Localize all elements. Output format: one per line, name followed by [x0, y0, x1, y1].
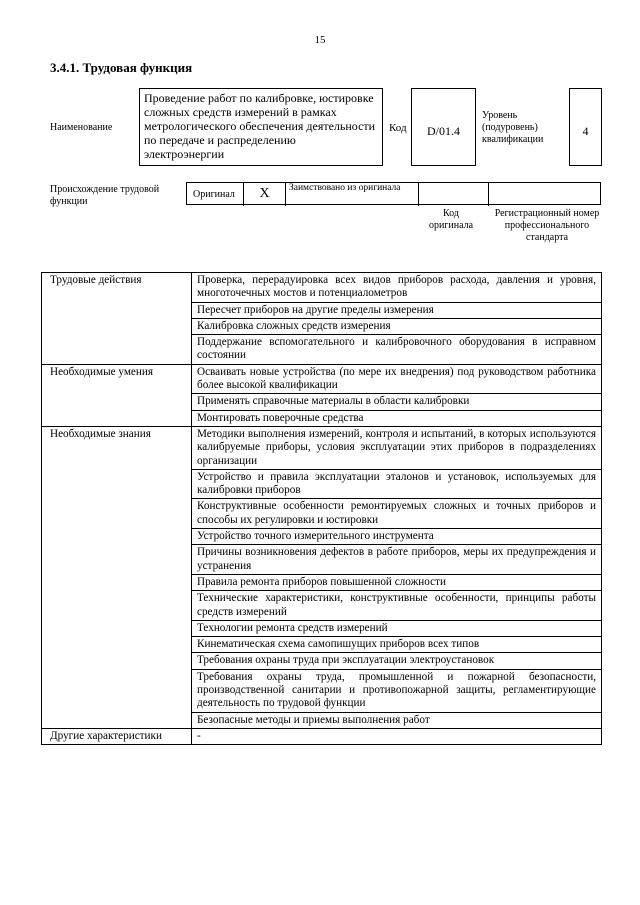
list-item: Устройство и правила эксплуатации эталонов и установок, используемых для калибровки приборов — [192, 469, 602, 499]
list-item: Безопасные методы и приемы выполнения работ — [192, 712, 602, 728]
code-value: D/01.4 — [427, 124, 460, 138]
labor-actions-label: Трудовые действия — [42, 273, 192, 365]
original-mark: X — [259, 186, 270, 201]
code-caption: Код оригинала — [428, 208, 474, 231]
list-item: Конструктивные особенности ремонтируемых сложных и точных приборов и способы их регулировки и юстировки — [192, 499, 602, 529]
required-skills-label: Необходимые умения — [42, 364, 192, 426]
table-row — [42, 728, 602, 744]
list-item: Технологии ремонта средств измерений — [192, 620, 602, 636]
competency-table — [41, 272, 602, 745]
table-row — [42, 426, 602, 469]
level-box — [569, 88, 602, 166]
section-title: 3.4.1. Трудовая функция — [50, 60, 193, 75]
table-row — [42, 273, 602, 303]
level-label: Уровень (подуровень) квалификации — [482, 110, 544, 145]
original-code-cell — [419, 183, 489, 206]
list-item: Поддержание вспомогательного и калибровочного оборудования в исправном состоянии — [192, 335, 602, 365]
required-knowledge-label: Необходимые знания — [42, 426, 192, 728]
list-item: Пересчет приборов на другие пределы измерения — [192, 302, 602, 318]
other-characteristics-label: Другие характеристики — [42, 728, 192, 744]
code-label: Код — [389, 122, 407, 134]
name-label: Наименование — [50, 122, 113, 133]
list-item: Монтировать поверочные средства — [192, 410, 602, 426]
list-item: Устройство точного измерительного инструмента — [192, 529, 602, 545]
code-box — [411, 88, 476, 166]
list-item: Осваивать новые устройства (по мере их внедрения) под руководством работника более высокой квалификации — [192, 364, 602, 394]
borrowed-label-cell — [286, 183, 419, 206]
reg-caption: Регистрационный номер профессионального стандарта — [494, 208, 600, 243]
function-name: Проведение работ по калибровке, юстировке сложных средств измерений в рамках метрологического обеспечения деятельности по передаче и распределению электроэнергии — [144, 91, 376, 161]
list-item: Причины возникновения дефектов в работе приборов, меры их предупреждения и устранения — [192, 545, 602, 575]
list-item: Методики выполнения измерений, контроля и испытаний, в которых используются калибруемые приборы, условия эксплуатации этих приборов в подразделениях организации — [192, 426, 602, 469]
function-name-box — [139, 88, 383, 166]
list-item: Технические характеристики, конструктивные особенности, принципы работы средств измерений — [192, 591, 602, 621]
list-item: Правила ремонта приборов повышенной сложности — [192, 574, 602, 590]
original-label-cell — [187, 183, 244, 206]
origin-label: Происхождение трудовой функции — [50, 184, 160, 207]
list-item: Требования охраны труда при эксплуатации электроустановок — [192, 653, 602, 669]
other-characteristics-value: - — [192, 728, 602, 744]
origin-row — [186, 182, 601, 205]
reg-number-cell — [489, 183, 602, 206]
list-item: Требования охраны труда, промышленной и пожарной безопасности, производственной санитарии и противопожарной защиты, регламентирующие деятельность по трудовой функции — [192, 669, 602, 712]
list-item: Кинематическая схема самопишущих приборов всех типов — [192, 637, 602, 653]
original-mark-cell — [244, 183, 286, 206]
list-item: Калибровка сложных средств измерения — [192, 318, 602, 334]
list-item: Проверка, перерадуировка всех видов приборов расхода, давления и уровня, многоточечных мостов и потенциалометров — [192, 273, 602, 303]
list-item: Применять справочные материалы в области калибровки — [192, 394, 602, 410]
original-label: Оригинал — [193, 189, 235, 200]
borrowed-label: Заимствовано из оригинала — [289, 183, 401, 193]
table-row — [42, 364, 602, 394]
page-number: 15 — [314, 34, 326, 46]
level-value: 4 — [582, 124, 589, 138]
